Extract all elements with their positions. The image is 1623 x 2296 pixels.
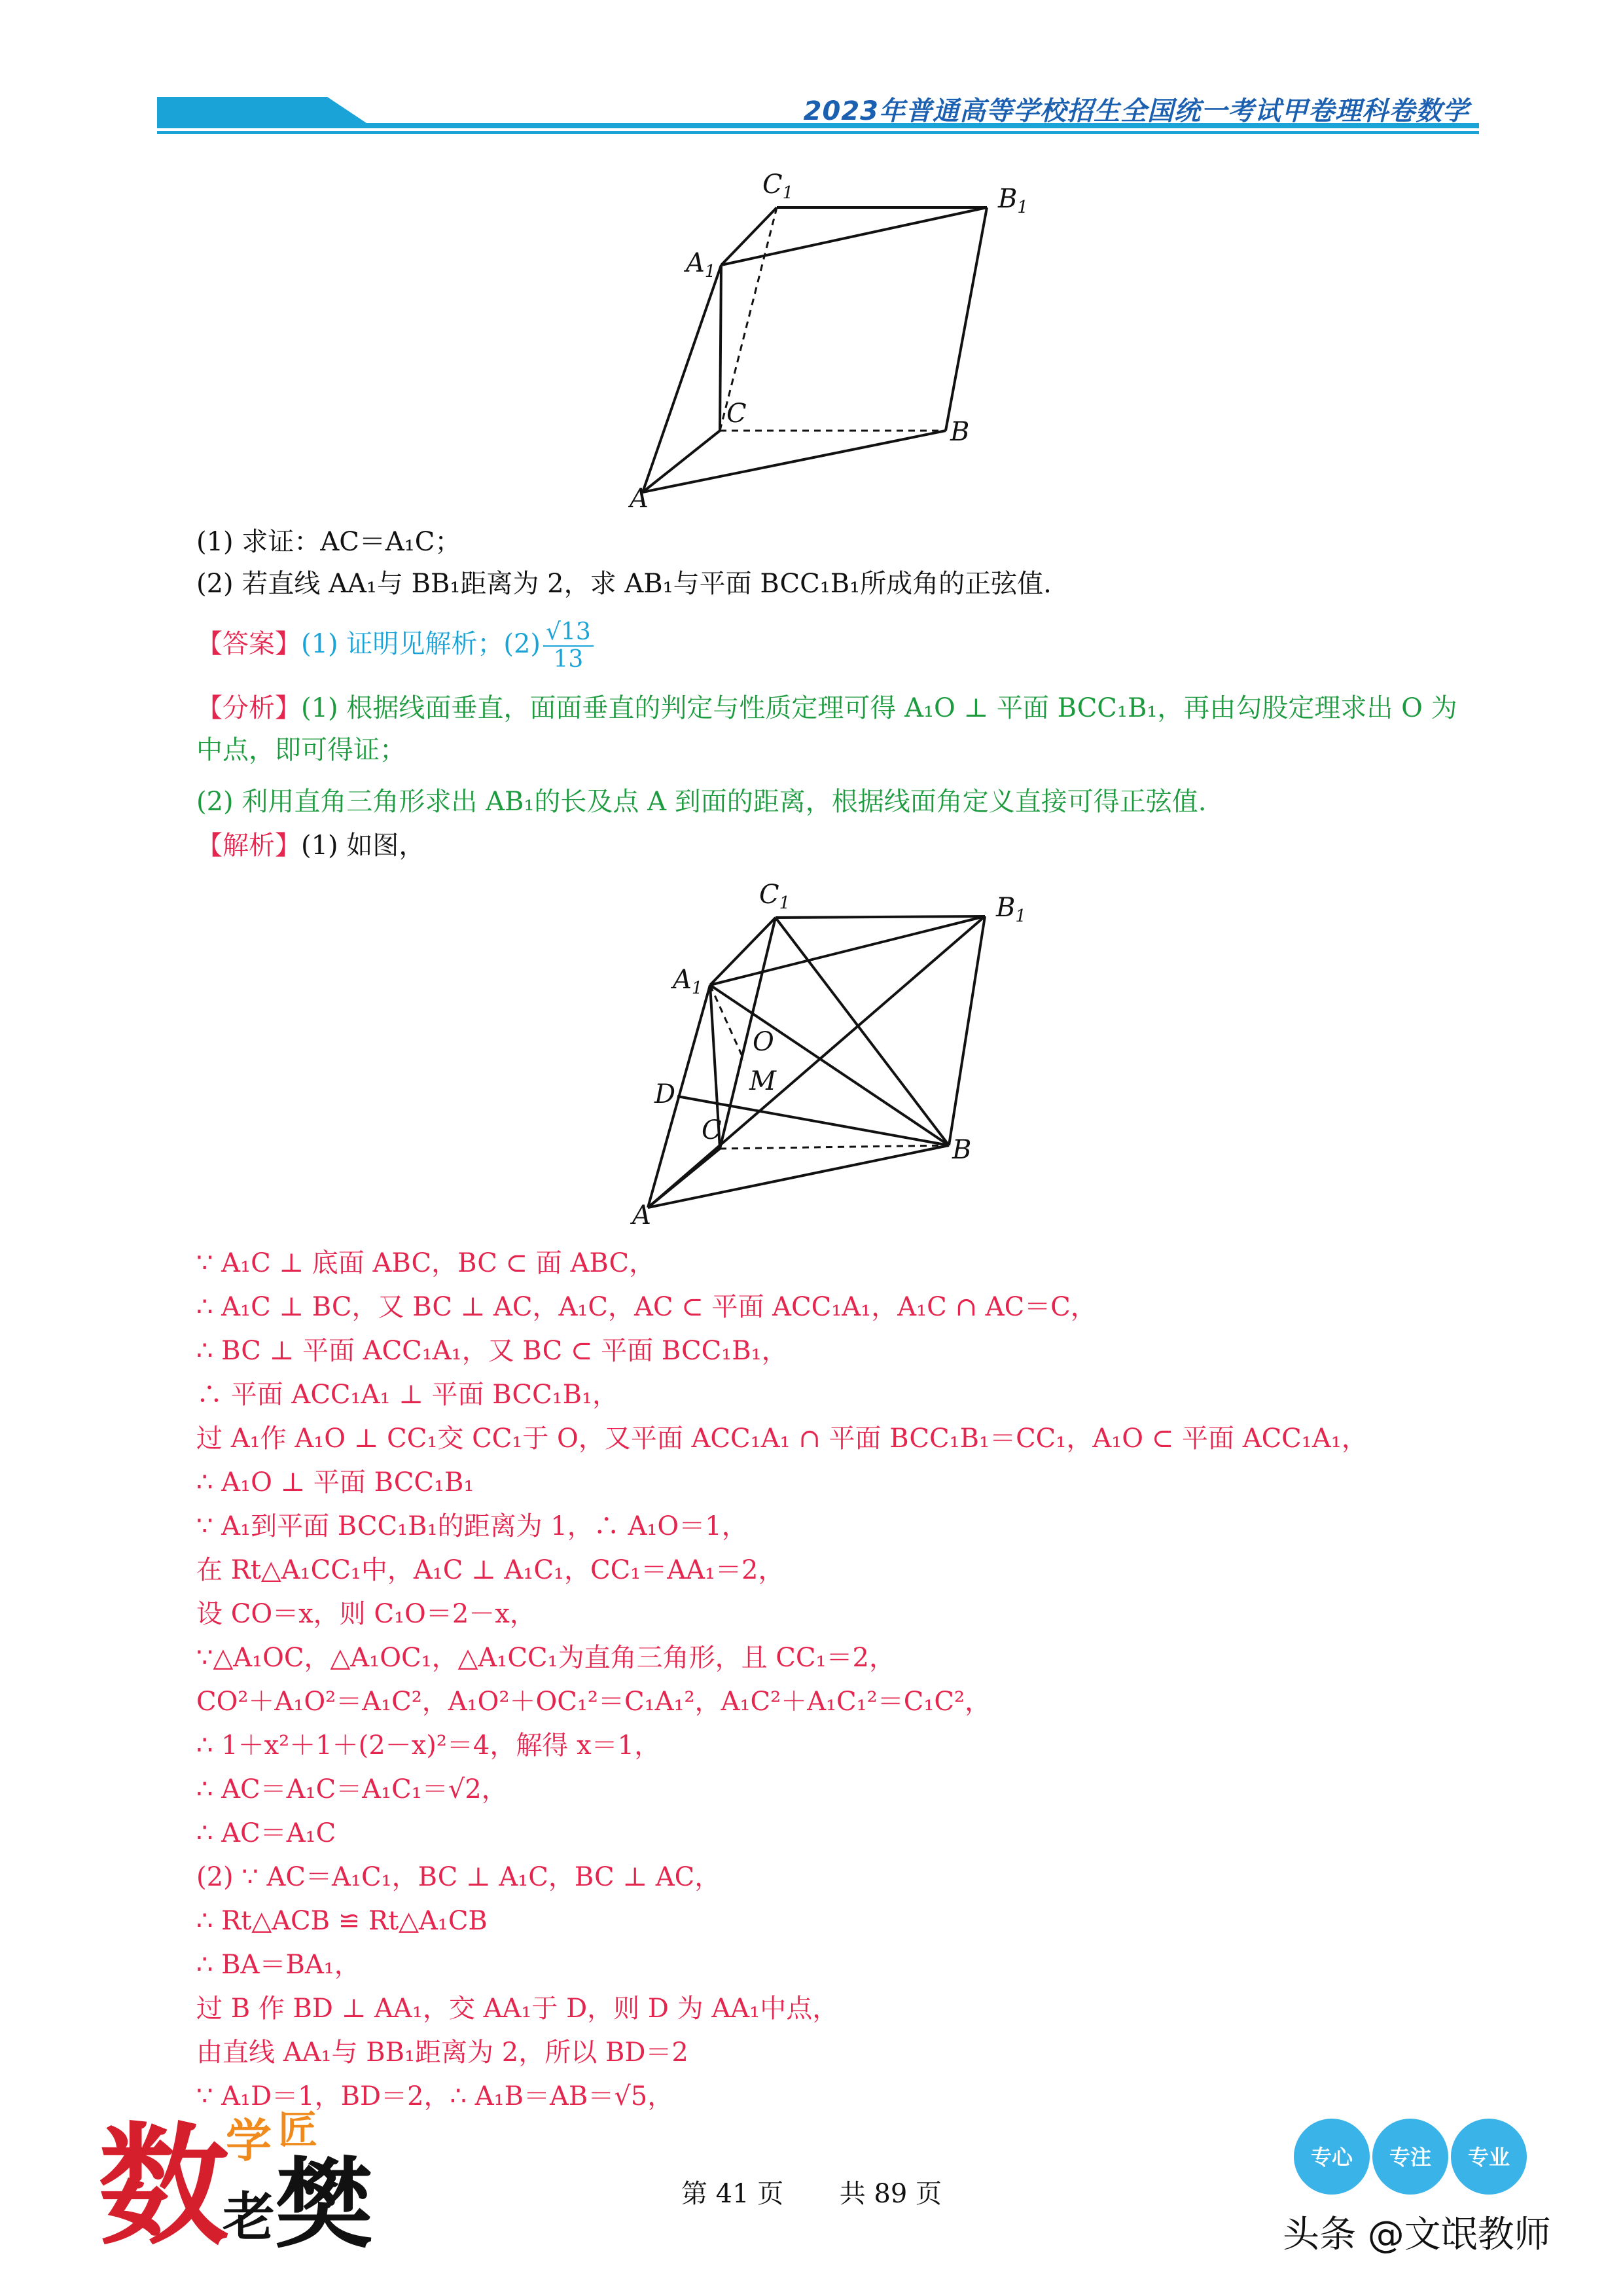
header-title: 2023年普通高等学校招生全国统一考试甲卷理科卷数学 [803,96,1469,126]
analysis-p2: (2) 利用直角三角形求出 AB₁的长及点 A 到面的距离，根据线面角定义直接可得正弦值. [196,787,1207,817]
svg-text:C: C [702,1115,722,1145]
step-5: 过 A₁作 A₁O ⊥ CC₁交 CC₁于 O，又平面 ACC₁A₁ ∩ 平面 BCC₁B₁＝CC₁，A₁O ⊂ 平面 ACC₁A₁， [196,1424,1368,1454]
step-10: ∵△A₁OC，△A₁OC₁，△A₁CC₁为直角三角形，且 CC₁＝2， [196,1643,895,1673]
step-20: ∵ A₁D＝1，BD＝2，∴ A₁B＝AB＝√5， [196,2081,674,2111]
question-2: (2) 若直线 AA₁与 BB₁距离为 2，求 AB₁与平面 BCC₁B₁所成角的正弦值. [196,569,1052,599]
svg-text:B1: $B_1$ [996,893,1026,926]
svg-text:专注: 专注 [1389,2145,1432,2170]
svg-text:樊: 樊 [275,2148,373,2262]
answer-text: (1) 证明见解析；(2) [301,629,541,659]
watermark: 头条 @文氓教师 [1283,2214,1551,2256]
svg-text:B: B [950,417,970,447]
svg-text:A1: $A_1$ [686,248,716,281]
svg-text:B1: $B_1$ [998,184,1028,217]
step-2: ∴ A₁C ⊥ BC，又 BC ⊥ AC，A₁C，AC ⊂ 平面 ACC₁A₁，A₁C ∩ AC＝C， [196,1292,1097,1322]
solution-intro: 【解析】(1) 如图， [196,831,425,861]
step-16: ∴ Rt△ACB ≌ Rt△A₁CB [196,1906,488,1936]
step-1: ∵ A₁C ⊥ 底面 ABC，BC ⊂ 面 ABC， [196,1248,656,1278]
step-3: ∴ BC ⊥ 平面 ACC₁A₁，又 BC ⊂ 平面 BCC₁B₁， [196,1336,788,1366]
svg-text:A: A [632,1200,651,1230]
svg-text:C1: $C_1$ [762,170,794,203]
analysis-p1: 【分析】(1) 根据线面垂直，面面垂直的判定与性质定理可得 A₁O ⊥ 平面 BCC₁B₁，再由勾股定理求出 O 为中点，即可得证； [196,693,1457,765]
analysis-tag: 【分析】 [196,693,301,723]
answer-fraction: $\frac{√13}{13}$ [543,619,594,673]
svg-text:B: B [952,1135,972,1165]
svg-text:老: 老 [223,2187,275,2248]
step-7: ∵ A₁到平面 BCC₁B₁的距离为 1，∴ A₁O＝1， [196,1511,748,1541]
step-8: 在 Rt△A₁CC₁中，A₁C ⊥ A₁C₁，CC₁＝AA₁＝2， [196,1555,785,1585]
answer-line [196,619,594,673]
question-1: (1) 求证：AC＝A₁C； [196,527,461,557]
svg-text:D: D [654,1079,676,1109]
svg-text:学: 学 [226,2114,272,2168]
svg-text:数: 数 [98,2111,230,2263]
svg-text:A1: $A_1$ [673,965,703,998]
svg-text:O: O [753,1027,774,1057]
badges [1293,2117,1528,2196]
svg-text:C: C [726,399,747,429]
answer-tag: 【答案】 [196,629,301,659]
logo [98,2094,373,2265]
step-13: ∴ AC＝A₁C＝A₁C₁＝√2， [196,1774,508,1804]
step-18: 过 B 作 BD ⊥ AA₁，交 AA₁于 D，则 D 为 AA₁中点， [196,1994,839,2024]
step-15: (2) ∵ AC＝A₁C₁，BC ⊥ A₁C，BC ⊥ AC， [196,1862,721,1892]
step-9: 设 CO＝x，则 C₁O＝2－x， [196,1599,536,1629]
svg-text:A: A [630,484,649,514]
step-11: CO²＋A₁O²＝A₁C²，A₁O²＋OC₁²＝C₁A₁²，A₁C²＋A₁C₁²＝C₁C²， [196,1687,991,1717]
svg-text:专业: 专业 [1467,2145,1510,2170]
step-4: ∴ 平面 ACC₁A₁ ⊥ 平面 BCC₁B₁， [196,1380,619,1410]
page-total: 共 89 页 [839,2179,942,2209]
step-19: 由直线 AA₁与 BB₁距离为 2，所以 BD＝2 [196,2037,688,2068]
step-17: ∴ BA＝BA₁， [196,1950,361,1980]
figure-prism-2 [628,864,1047,1230]
svg-text:专心: 专心 [1310,2145,1353,2170]
svg-text:C1: $C_1$ [759,880,791,913]
step-6: ∴ A₁O ⊥ 平面 BCC₁B₁ [196,1467,474,1498]
label-c1: C [762,170,783,200]
svg-text:匠: 匠 [278,2108,317,2153]
figure-prism-1 [628,167,1047,520]
step-12: ∴ 1＋x²＋1＋(2－x)²＝4，解得 x＝1， [196,1731,661,1761]
solution-tag: 【解析】 [196,831,301,861]
step-14: ∴ AC＝A₁C [196,1818,336,1848]
page-number: 第 41 页 [681,2179,784,2209]
svg-text:M: M [749,1066,776,1096]
